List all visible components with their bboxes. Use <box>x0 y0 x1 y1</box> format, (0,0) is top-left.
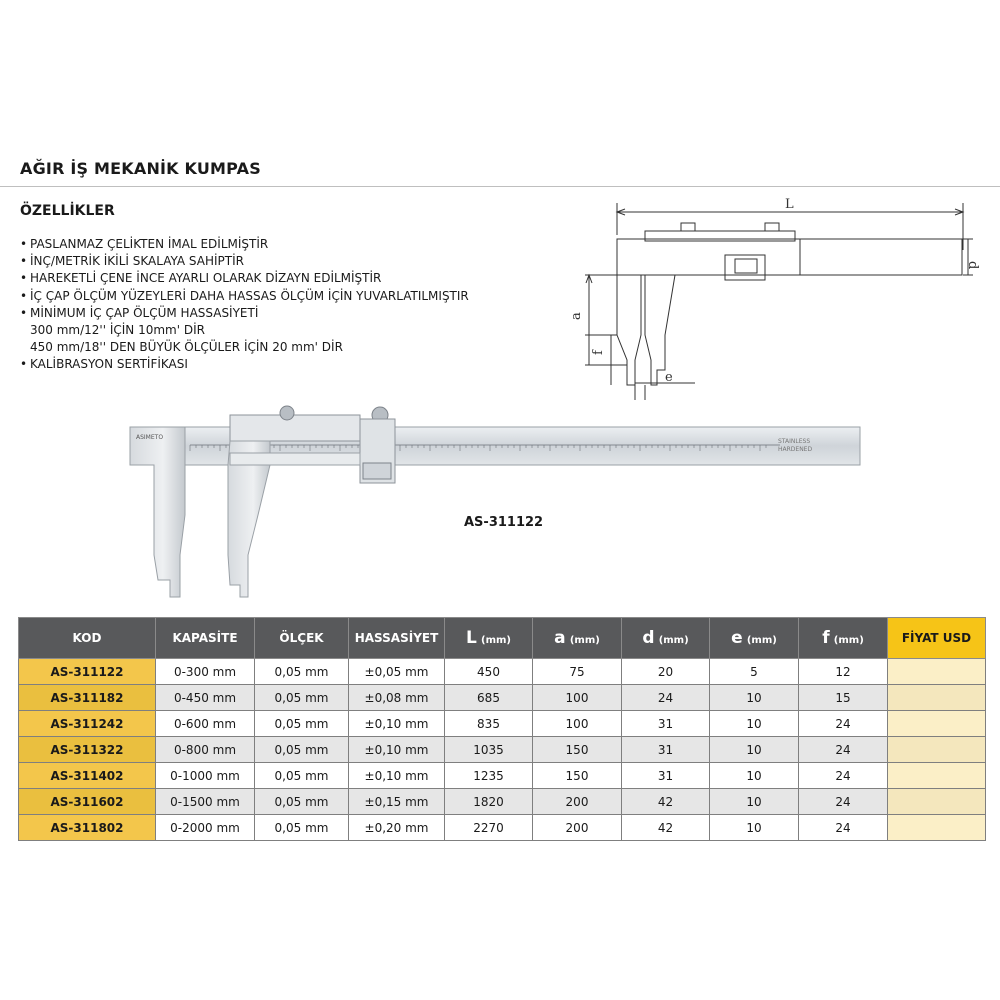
cell-hassasiyet: ±0,15 mm <box>349 789 445 815</box>
bullet: • <box>20 288 28 303</box>
cell-olcek: 0,05 mm <box>255 711 349 737</box>
col-hassasiyet: HASSASİYET <box>349 618 445 659</box>
cell-l: 1820 <box>445 789 533 815</box>
table-row <box>19 789 986 815</box>
feature-text: 300 mm/12'' İÇİN 10mm' DİR <box>30 323 205 338</box>
table-row <box>19 711 986 737</box>
caliper-brand: ASIMETO <box>136 434 164 441</box>
cell-fiyat <box>888 659 986 685</box>
cell-hassasiyet: ±0,10 mm <box>349 711 445 737</box>
cell-e: 10 <box>710 763 799 789</box>
table-row <box>19 659 986 685</box>
cell-kapasite: 0-1500 mm <box>156 789 255 815</box>
L-label: L <box>785 197 794 212</box>
bullet: • <box>20 237 28 251</box>
cell-e: 10 <box>710 711 799 737</box>
moving-jaw <box>645 275 675 385</box>
cell-e: 10 <box>710 685 799 711</box>
cell-fiyat <box>888 763 986 789</box>
feature-item <box>20 253 469 270</box>
table-row <box>19 763 986 789</box>
cell-e: 5 <box>710 659 799 685</box>
cell-kod: AS-311122 <box>19 659 156 685</box>
cell-kod: AS-311602 <box>19 789 156 815</box>
cell-a: 150 <box>533 763 622 789</box>
cell-e: 10 <box>710 737 799 763</box>
col-e-label: e <box>731 628 743 648</box>
page-title: AĞIR İŞ MEKANİK KUMPAS <box>20 159 261 178</box>
cell-a: 75 <box>533 659 622 685</box>
fine-adjust-knob-icon <box>280 406 294 420</box>
cell-kapasite: 0-300 mm <box>156 659 255 685</box>
col-e <box>710 618 799 659</box>
cell-a: 100 <box>533 711 622 737</box>
cell-olcek: 0,05 mm <box>255 659 349 685</box>
cell-l: 2270 <box>445 815 533 841</box>
cell-olcek: 0,05 mm <box>255 685 349 711</box>
caliper-fixed-jaw <box>130 427 185 597</box>
cell-hassasiyet: ±0,20 mm <box>349 815 445 841</box>
feature-text: İNÇ/METRİK İKİLİ SKALAYA SAHİPTİR <box>30 254 244 269</box>
features-list <box>20 236 469 374</box>
feature-text: PASLANMAZ ÇELİKTEN İMAL EDİLMİŞTİR <box>30 237 269 251</box>
col-d <box>622 618 710 659</box>
feature-text: İÇ ÇAP ÖLÇÜM YÜZEYLERİ DAHA HASSAS ÖLÇÜM İÇİN YUVARLATILMIŞTIR <box>30 288 469 303</box>
a-label: a <box>569 312 584 320</box>
cell-kod: AS-311242 <box>19 711 156 737</box>
caliper-stamp-2: HARDENED <box>778 446 813 453</box>
fine-adjust-knob <box>681 223 695 231</box>
feature-item <box>20 356 469 373</box>
cell-kod: AS-311802 <box>19 815 156 841</box>
col-olcek: ÖLÇEK <box>255 618 349 659</box>
cell-d: 31 <box>622 737 710 763</box>
bullet: • <box>20 357 28 372</box>
col-kapasite: KAPASİTE <box>156 618 255 659</box>
feature-item <box>20 270 469 287</box>
cell-hassasiyet: ±0,10 mm <box>349 763 445 789</box>
cell-fiyat <box>888 685 986 711</box>
dimension-diagram <box>569 195 980 405</box>
model-label: AS-311122 <box>464 515 544 530</box>
cell-d: 20 <box>622 659 710 685</box>
table-row <box>19 685 986 711</box>
cell-a: 200 <box>533 789 622 815</box>
col-f <box>799 618 888 659</box>
feature-text: HAREKETLİ ÇENE İNCE AYARLI OLARAK DİZAYN EDİLMİŞTİR <box>30 271 382 286</box>
feature-text: MİNİMUM İÇ ÇAP ÖLÇÜM HASSASİYETİ <box>30 305 259 320</box>
cell-kapasite: 0-1000 mm <box>156 763 255 789</box>
e-label: e <box>665 370 673 385</box>
table-row <box>19 737 986 763</box>
cell-fiyat <box>888 789 986 815</box>
feature-text: KALİBRASYON SERTİFİKASI <box>30 357 188 372</box>
table-row <box>19 815 986 841</box>
caliper-image <box>130 405 865 605</box>
bullet: • <box>20 271 28 286</box>
col-kod: KOD <box>19 618 156 659</box>
cell-hassasiyet: ±0,05 mm <box>349 659 445 685</box>
cell-l: 685 <box>445 685 533 711</box>
cell-kod: AS-311182 <box>19 685 156 711</box>
col-e-unit: (mm) <box>746 635 777 646</box>
cell-kod: AS-311322 <box>19 737 156 763</box>
cell-kapasite: 0-600 mm <box>156 711 255 737</box>
cell-fiyat <box>888 815 986 841</box>
feature-item <box>20 288 469 305</box>
col-L <box>445 618 533 659</box>
caliper-vernier-bottom <box>230 453 360 465</box>
feature-item <box>20 305 469 322</box>
cell-hassasiyet: ±0,08 mm <box>349 685 445 711</box>
cell-f: 24 <box>799 789 888 815</box>
cell-olcek: 0,05 mm <box>255 789 349 815</box>
cell-l: 1235 <box>445 763 533 789</box>
cell-d: 42 <box>622 789 710 815</box>
cell-olcek: 0,05 mm <box>255 737 349 763</box>
cell-d: 42 <box>622 815 710 841</box>
cell-a: 200 <box>533 815 622 841</box>
cell-a: 150 <box>533 737 622 763</box>
cell-hassasiyet: ±0,10 mm <box>349 737 445 763</box>
col-d-label: d <box>642 628 655 648</box>
col-f-unit: (mm) <box>833 635 864 646</box>
feature-subitem <box>20 322 469 339</box>
bullet: • <box>20 254 28 269</box>
cell-l: 450 <box>445 659 533 685</box>
cell-e: 10 <box>710 815 799 841</box>
cell-kapasite: 0-800 mm <box>156 737 255 763</box>
cell-f: 24 <box>799 815 888 841</box>
cell-l: 835 <box>445 711 533 737</box>
feature-subitem <box>20 339 469 356</box>
caliper-stamp-1: STAINLESS <box>778 438 811 445</box>
spec-table <box>18 617 986 841</box>
col-a-unit: (mm) <box>569 635 600 646</box>
cell-fiyat <box>888 737 986 763</box>
feature-text: 450 mm/18'' DEN BÜYÜK ÖLÇÜLER İÇİN 20 mm' DİR <box>30 340 343 355</box>
cell-f: 24 <box>799 763 888 789</box>
col-a-label: a <box>554 628 566 648</box>
feature-item <box>20 236 469 253</box>
cell-d: 31 <box>622 711 710 737</box>
cell-f: 15 <box>799 685 888 711</box>
cell-f: 24 <box>799 711 888 737</box>
fine-adjust-block <box>735 259 757 273</box>
cell-a: 100 <box>533 685 622 711</box>
cell-d: 24 <box>622 685 710 711</box>
cell-fiyat <box>888 711 986 737</box>
col-a <box>533 618 622 659</box>
cell-olcek: 0,05 mm <box>255 815 349 841</box>
cell-kapasite: 0-450 mm <box>156 685 255 711</box>
col-L-label: L <box>465 628 477 648</box>
cell-d: 31 <box>622 763 710 789</box>
fine-adjust-block <box>363 463 391 479</box>
cell-l: 1035 <box>445 737 533 763</box>
bullet: • <box>20 305 28 320</box>
col-d-unit: (mm) <box>658 635 689 646</box>
cell-kod: AS-311402 <box>19 763 156 789</box>
col-L-unit: (mm) <box>481 635 511 646</box>
cell-f: 12 <box>799 659 888 685</box>
fixed-jaw <box>617 239 641 385</box>
table-header-row <box>19 618 986 659</box>
title-divider <box>0 186 1000 187</box>
beam-outline <box>617 239 962 275</box>
features-heading: ÖZELLİKLER <box>20 203 115 219</box>
caliper-vernier-top <box>230 415 360 441</box>
cell-kapasite: 0-2000 mm <box>156 815 255 841</box>
col-f-label: f <box>822 628 830 648</box>
cell-f: 24 <box>799 737 888 763</box>
col-fiyat: FİYAT USD <box>888 618 986 659</box>
f-label: f <box>591 350 606 355</box>
lock-knob <box>765 223 779 231</box>
cell-olcek: 0,05 mm <box>255 763 349 789</box>
d-label: d <box>965 261 980 270</box>
cell-e: 10 <box>710 789 799 815</box>
